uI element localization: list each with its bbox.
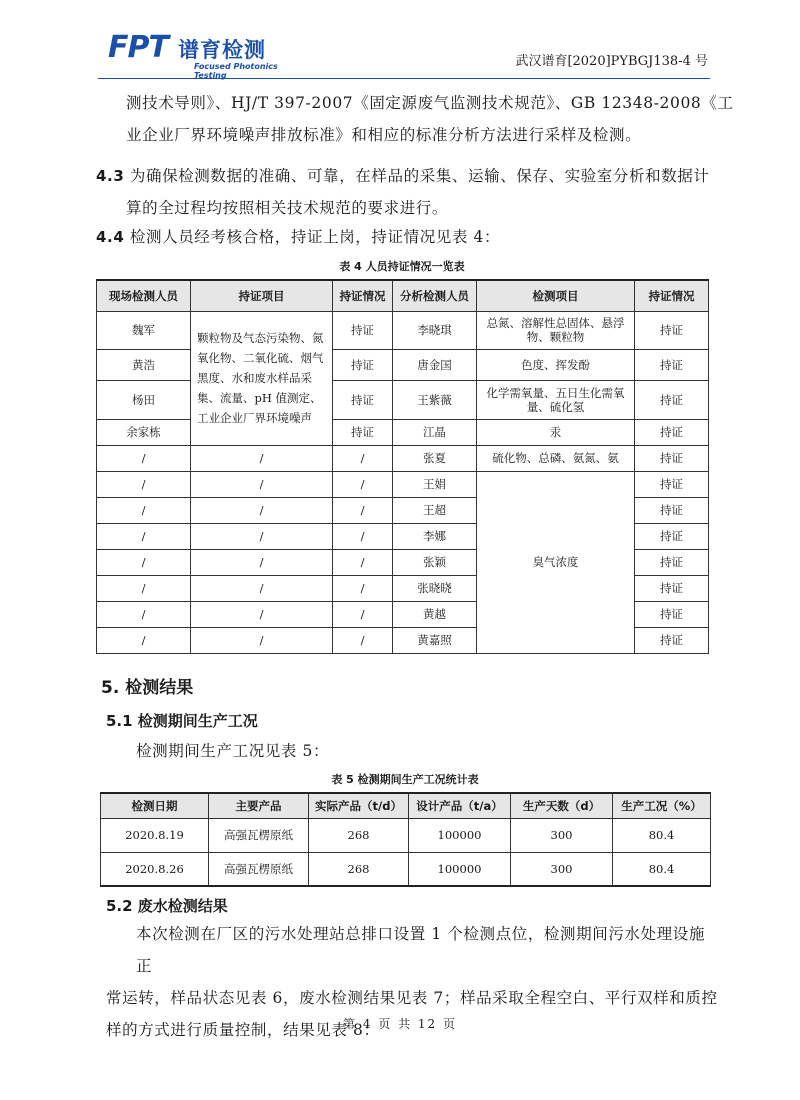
actual-output-cell: 268 <box>309 818 409 852</box>
field-inspector-cell: / <box>97 627 191 653</box>
certification-status-cell: 持证 <box>635 627 709 653</box>
certification-status-cell: 持证 <box>635 575 709 601</box>
page-number: 第 4 页 共 12 页 <box>343 1017 457 1031</box>
table-4-caption: 表 4 人员持证情况一览表 <box>339 260 465 273</box>
section-4-3-line-2: 算的全过程均按照相关技术规范的要求进行。 <box>126 199 449 217</box>
section-5-1-text: 检测期间生产工况见表 5： <box>136 742 330 760</box>
section-4-4-text: 检测人员经考核合格，持证上岗，持证情况见表 4： <box>129 228 501 246</box>
field-inspector-cell: / <box>97 497 191 523</box>
intro-paragraph <box>126 87 734 151</box>
column-header: 检测日期 <box>101 793 209 818</box>
test-item-cell: 色度、挥发酚 <box>477 349 635 380</box>
load-rate-cell: 80.4 <box>613 818 711 852</box>
section-4-3-line-1: 为确保检测数据的准确、可靠，在样品的采集、运输、保存、实验室分析和数据计 <box>129 167 710 185</box>
report-number: 武汉谱育[2020]PYBGJ138-4 号 <box>515 54 708 69</box>
certification-status-cell: 持证 <box>333 419 393 445</box>
field-inspector-cell: / <box>97 549 191 575</box>
column-header: 分析检测人员 <box>393 280 477 311</box>
section-5-2-line-2: 常运转，样品状态见表 6，废水检测结果见表 7；样品采取全程空白、平行双样和质控 <box>106 989 718 1007</box>
certification-status-cell: / <box>333 601 393 627</box>
table-row <box>97 471 709 497</box>
analyst-cell: 张夏 <box>393 445 477 471</box>
column-header: 主要产品 <box>209 793 309 818</box>
header-divider <box>98 78 710 79</box>
company-logo <box>108 30 288 80</box>
table-row <box>97 311 709 349</box>
logo-english-name: Focused Photonics Testing <box>194 62 278 80</box>
analyst-cell: 江晶 <box>393 419 477 445</box>
field-inspector-cell: / <box>97 575 191 601</box>
section-4-3 <box>96 160 716 224</box>
certification-status-cell: 持证 <box>635 349 709 380</box>
analyst-cell: 王超 <box>393 497 477 523</box>
certification-status-cell: 持证 <box>333 349 393 380</box>
analyst-cell: 唐金国 <box>393 349 477 380</box>
column-header: 实际产品（t/d） <box>309 793 409 818</box>
field-inspector-cell: 魏军 <box>97 311 191 349</box>
certified-items-cell: / <box>191 445 333 471</box>
analyst-cell: 王紫薇 <box>393 380 477 419</box>
logo-mark: FPT <box>108 30 168 65</box>
test-item-cell: 臭气浓度 <box>477 471 635 653</box>
section-number: 4.4 <box>96 228 125 246</box>
certification-status-cell: / <box>333 445 393 471</box>
analyst-cell: 张晓晓 <box>393 575 477 601</box>
section-number: 4.3 <box>96 167 125 185</box>
field-inspector-cell: 黄浩 <box>97 349 191 380</box>
certification-status-cell: 持证 <box>333 311 393 349</box>
certified-items-cell: / <box>191 549 333 575</box>
column-header: 现场检测人员 <box>97 280 191 311</box>
certification-status-cell: / <box>333 575 393 601</box>
certification-status-cell: 持证 <box>635 549 709 575</box>
field-inspector-cell: 余家栋 <box>97 419 191 445</box>
certified-items-cell: / <box>191 601 333 627</box>
field-inspector-cell: / <box>97 445 191 471</box>
certification-status-cell: / <box>333 471 393 497</box>
column-header: 设计产品（t/a） <box>409 793 511 818</box>
field-inspector-cell: / <box>97 601 191 627</box>
column-header: 持证情况 <box>635 280 709 311</box>
table-row <box>97 419 709 445</box>
analyst-cell: 黄越 <box>393 601 477 627</box>
analyst-cell: 李娜 <box>393 523 477 549</box>
table-header-row <box>101 793 711 818</box>
section-5-1-heading: 5.1 检测期间生产工况 <box>106 712 258 730</box>
load-rate-cell: 80.4 <box>613 852 711 886</box>
table-row <box>97 445 709 471</box>
analyst-cell: 张颖 <box>393 549 477 575</box>
certification-status-cell: 持证 <box>635 380 709 419</box>
test-item-cell: 总氮、溶解性总固体、悬浮物、颗粒物 <box>477 311 635 349</box>
certification-status-cell: / <box>333 523 393 549</box>
section-5-2-line-1: 本次检测在厂区的污水处理站总排口设置 1 个检测点位，检测期间污水处理设施正 <box>136 925 705 975</box>
certification-status-cell: 持证 <box>635 523 709 549</box>
table-row <box>97 380 709 419</box>
certified-items-cell: 颗粒物及气态污染物、氮氧化物、二氧化硫、烟气黑度、水和废水样品采集、流量、pH 值测定、工业企业厂界环境噪声 <box>191 311 333 445</box>
analyst-cell: 李晓琪 <box>393 311 477 349</box>
column-header: 检测项目 <box>477 280 635 311</box>
certification-status-cell: 持证 <box>635 497 709 523</box>
test-item-cell: 化学需氧量、五日生化需氧量、硫化氢 <box>477 380 635 419</box>
field-inspector-cell: / <box>97 523 191 549</box>
intro-line-2: 业企业厂界环境噪声排放标准》和相应的标准分析方法进行采样及检测。 <box>126 126 642 144</box>
certified-items-cell: / <box>191 627 333 653</box>
table-5-caption: 表 5 检测期间生产工况统计表 <box>331 773 479 786</box>
table-row <box>101 818 711 852</box>
table-row <box>101 852 711 886</box>
analyst-cell: 王娟 <box>393 471 477 497</box>
certification-status-cell: 持证 <box>635 471 709 497</box>
table-row <box>97 349 709 380</box>
section-5-2-line-3: 样的方式进行质量控制，结果见表 8： <box>106 1021 380 1039</box>
certification-status-cell: / <box>333 627 393 653</box>
field-inspector-cell: 杨田 <box>97 380 191 419</box>
certification-status-cell: 持证 <box>635 419 709 445</box>
certification-status-cell: 持证 <box>635 311 709 349</box>
section-5-2-heading: 5.2 废水检测结果 <box>106 897 228 915</box>
certification-status-cell: / <box>333 549 393 575</box>
certified-items-cell: / <box>191 523 333 549</box>
section-5-heading: 5. 检测结果 <box>101 678 194 698</box>
table-header-row <box>97 280 709 311</box>
column-header: 生产天数（d） <box>511 793 613 818</box>
actual-output-cell: 268 <box>309 852 409 886</box>
production-days-cell: 300 <box>511 852 613 886</box>
column-header: 生产工况（%） <box>613 793 711 818</box>
certified-items-cell: / <box>191 471 333 497</box>
date-cell: 2020.8.19 <box>101 818 209 852</box>
certified-items-cell: / <box>191 497 333 523</box>
certification-status-cell: 持证 <box>333 380 393 419</box>
date-cell: 2020.8.26 <box>101 852 209 886</box>
section-4-4 <box>96 221 500 253</box>
test-item-cell: 硫化物、总磷、氨氮、氨 <box>477 445 635 471</box>
production-status-table <box>100 792 711 887</box>
certified-items-cell: / <box>191 575 333 601</box>
personnel-certification-table <box>96 279 709 654</box>
field-inspector-cell: / <box>97 471 191 497</box>
design-output-cell: 100000 <box>409 818 511 852</box>
product-cell: 高强瓦楞原纸 <box>209 818 309 852</box>
column-header: 持证情况 <box>333 280 393 311</box>
analyst-cell: 黄嘉照 <box>393 627 477 653</box>
certification-status-cell: / <box>333 497 393 523</box>
test-item-cell: 汞 <box>477 419 635 445</box>
certification-status-cell: 持证 <box>635 601 709 627</box>
production-days-cell: 300 <box>511 818 613 852</box>
product-cell: 高强瓦楞原纸 <box>209 852 309 886</box>
certification-status-cell: 持证 <box>635 445 709 471</box>
design-output-cell: 100000 <box>409 852 511 886</box>
column-header: 持证项目 <box>191 280 333 311</box>
intro-line-1: 测技术导则》、HJ/T 397-2007《固定源废气监测技术规范》、GB 12348-2008《工 <box>126 94 734 112</box>
logo-chinese-name: 谱育检测 <box>178 38 266 62</box>
